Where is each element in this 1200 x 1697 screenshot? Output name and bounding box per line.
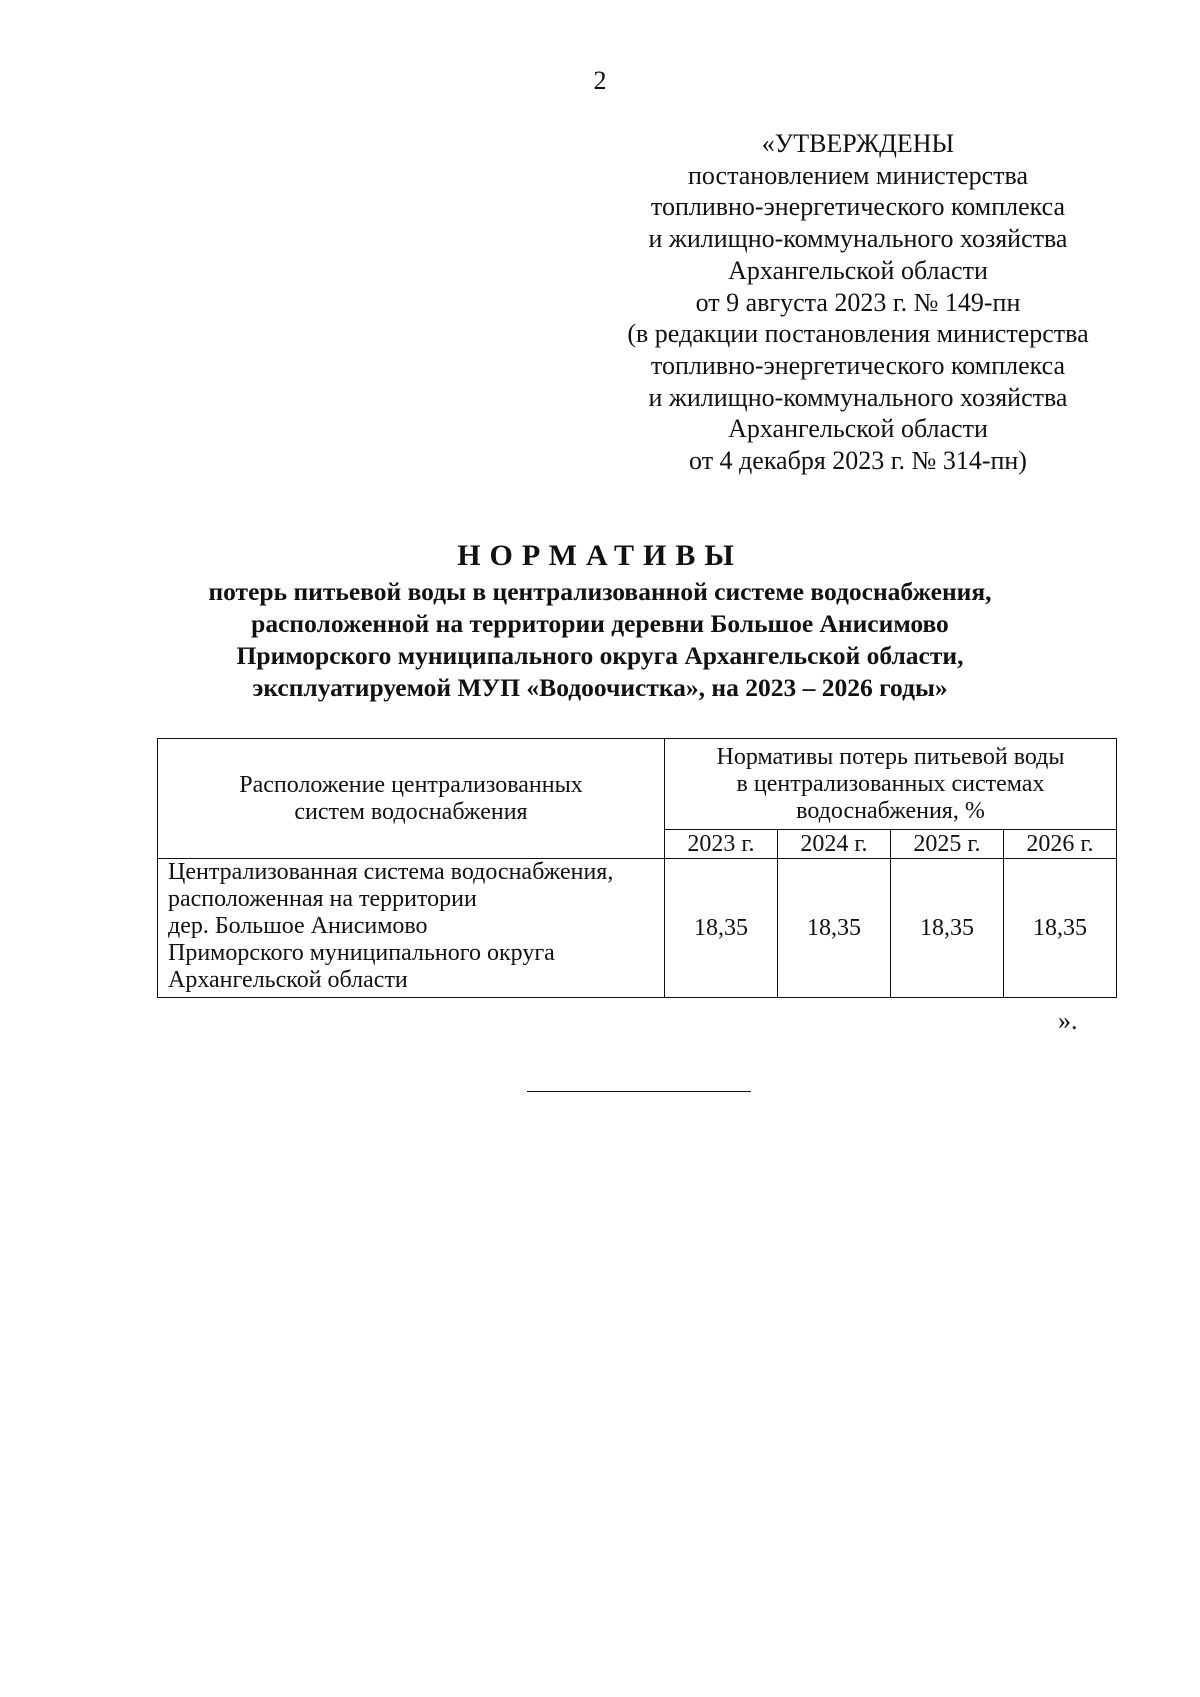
norms-header-line: в централизованных системах: [736, 770, 1045, 797]
location-line: дер. Большое Анисимово: [168, 913, 428, 939]
value-cell-2023: 18,35: [665, 859, 778, 998]
document-heading: [0, 539, 1200, 704]
location-cell: [158, 859, 665, 998]
location-header-line: систем водоснабжения: [294, 798, 528, 825]
end-divider: [527, 1091, 751, 1092]
approval-line: Архангельской области: [728, 414, 988, 444]
approval-line: и жилищно-коммунального хозяйства: [648, 224, 1068, 254]
approval-line: (в редакции постановления министерства: [627, 319, 1089, 349]
approval-line: «УТВЕРЖДЕНЫ: [761, 129, 955, 158]
subtitle-line: расположенной на территории деревни Большое Анисимово: [251, 609, 949, 638]
location-line: Централизованная система водоснабжения,: [168, 859, 614, 885]
year-header-cell: 2023 г.: [665, 830, 778, 859]
value-cell-2025: 18,35: [890, 859, 1003, 998]
approval-line: от 9 августа 2023 г. № 149-пн: [695, 287, 1021, 317]
value-cell-2024: 18,35: [777, 859, 890, 998]
approval-line: постановлением министерства: [687, 160, 1029, 190]
subtitle-line: эксплуатируемой МУП «Водоочистка», на 2023 – 2026 годы»: [252, 673, 948, 702]
approval-line: и жилищно-коммунального хозяйства: [648, 382, 1068, 412]
document-subtitle: [0, 576, 1200, 704]
closing-quote: ».: [1058, 1006, 1078, 1035]
document-title: НОРМАТИВЫ: [457, 539, 743, 572]
norms-header-line: Нормативы потерь питьевой воды: [716, 743, 1065, 770]
year-header-cell: 2026 г.: [1003, 830, 1116, 859]
year-header-cell: 2024 г.: [777, 830, 890, 859]
approval-line: Архангельской области: [728, 255, 988, 285]
subtitle-line: Приморского муниципального округа Архангельской области,: [236, 641, 964, 670]
norms-header-cell: [665, 739, 1117, 830]
approval-line: топливно-энергетического комплекса: [650, 192, 1066, 222]
approval-line: от 4 декабря 2023 г. № 314-пн): [689, 446, 1027, 476]
value-cell-2026: 18,35: [1003, 859, 1116, 998]
location-header-line: Расположение централизованных: [239, 771, 583, 798]
subtitle-line: потерь питьевой воды в централизованной системе водоснабжения,: [208, 577, 992, 606]
page-number: 2: [593, 66, 607, 95]
approval-line: топливно-энергетического комплекса: [650, 350, 1066, 380]
location-line: расположенная на территории: [168, 886, 477, 912]
norms-header-line: водоснабжения, %: [796, 797, 985, 824]
year-header-cell: 2025 г.: [890, 830, 1003, 859]
table-row: [158, 859, 1117, 998]
norms-table: [157, 738, 1117, 998]
location-header-cell: [158, 739, 665, 859]
approval-block: [598, 128, 1118, 477]
location-line: Архангельской области: [168, 967, 408, 993]
table-header-row: [158, 739, 1117, 830]
location-line: Приморского муниципального округа: [168, 940, 555, 966]
